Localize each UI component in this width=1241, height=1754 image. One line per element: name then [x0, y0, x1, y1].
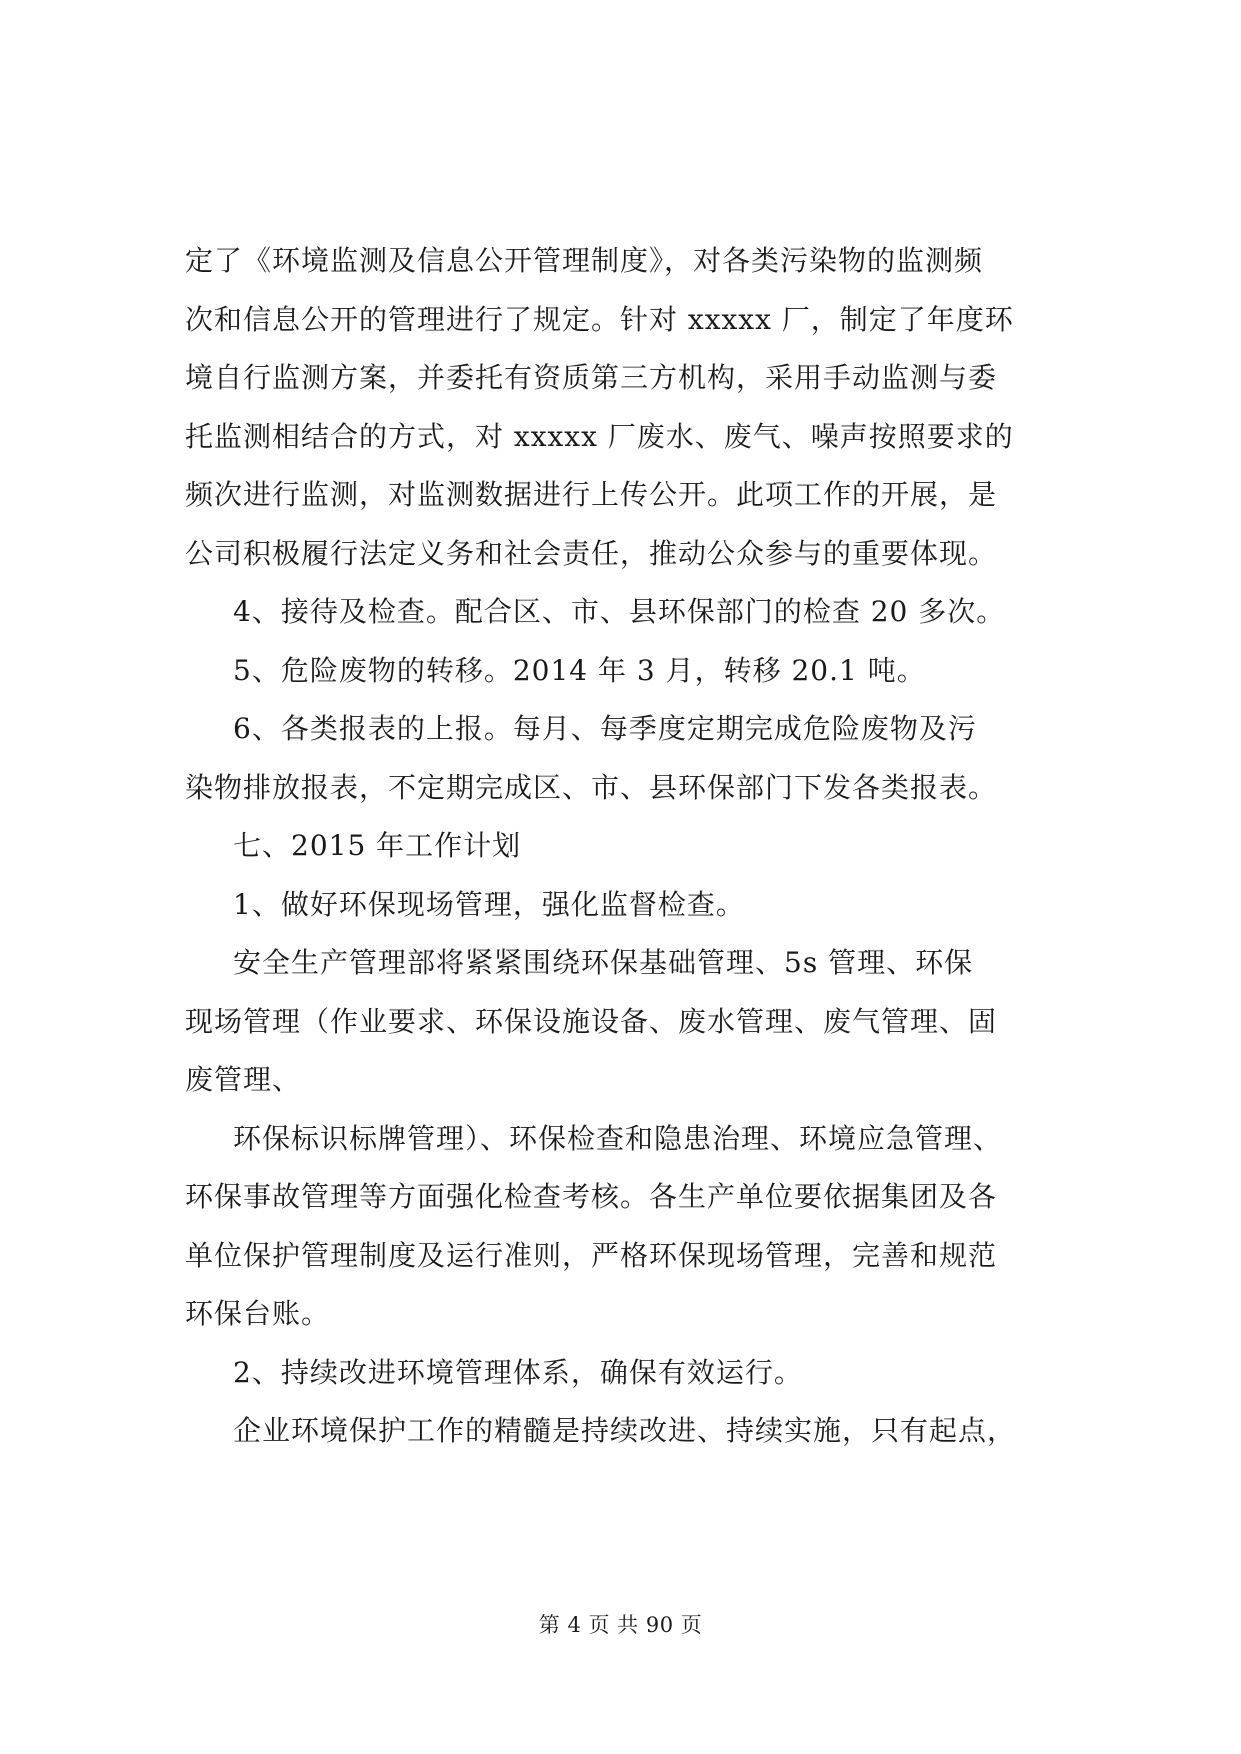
- list-item-5: 5、危险废物的转移。2014 年 3 月，转移 20.1 吨。: [233, 653, 926, 687]
- text-line: 安全生产管理部将紧紧围绕环保基础管理、5s 管理、环保: [233, 946, 974, 979]
- list-item-6: 6、各类报表的上报。每月、每季度定期完成危险废物及污: [233, 712, 977, 745]
- text-line: 托监测相结合的方式，对 xxxxx 厂废水、废气、噪声按照要求的: [185, 419, 1014, 453]
- body-text: [185, 232, 1085, 1461]
- text-line: 现场管理（作业要求、环保设施设备、废水管理、废气管理、固: [185, 1004, 998, 1038]
- text-line: 企业环境保护工作的精髓是持续改进、持续实施，只有起点，: [233, 1414, 1017, 1447]
- text-line: 频次进行监测，对监测数据进行上传公开。此项工作的开展，是: [185, 478, 998, 511]
- page-number-footer: 第 4 页 共 90 页: [538, 1613, 703, 1637]
- text-line: 环保标识标牌管理）、环保检查和隐患治理、环境应急管理、: [233, 1121, 1003, 1155]
- text-line: 公司积极履行法定义务和社会责任，推动公众参与的重要体现。: [185, 536, 998, 570]
- section-heading: 七、2015 年工作计划: [233, 829, 522, 862]
- text-line: 环保事故管理等方面强化检查考核。各生产单位要依据集团及各: [185, 1180, 998, 1213]
- text-line: 境自行监测方案，并委托有资质第三方机构，采用手动监测与委: [185, 361, 998, 394]
- text-line: 染物排放报表，不定期完成区、市、县环保部门下发各类报表。: [185, 770, 998, 804]
- subheading-1: 1、做好环保现场管理，强化监督检查。: [233, 887, 745, 921]
- text-line: 定了《环境监测及信息公开管理制度》，对各类污染物的监测频: [185, 244, 984, 277]
- text-line: 次和信息公开的管理进行了规定。针对 xxxxx 厂，制定了年度环: [185, 302, 1014, 336]
- text-line: 废管理、: [185, 1063, 302, 1096]
- text-line: 单位保护管理制度及运行准则，严格环保现场管理，完善和规范: [185, 1238, 998, 1272]
- subheading-2: 2、持续改进环境管理体系，确保有效运行。: [233, 1355, 803, 1389]
- text-line: 环保台账。: [185, 1297, 331, 1330]
- list-item-4: 4、接待及检查。配合区、市、县环保部门的检查 20 多次。: [233, 595, 1006, 628]
